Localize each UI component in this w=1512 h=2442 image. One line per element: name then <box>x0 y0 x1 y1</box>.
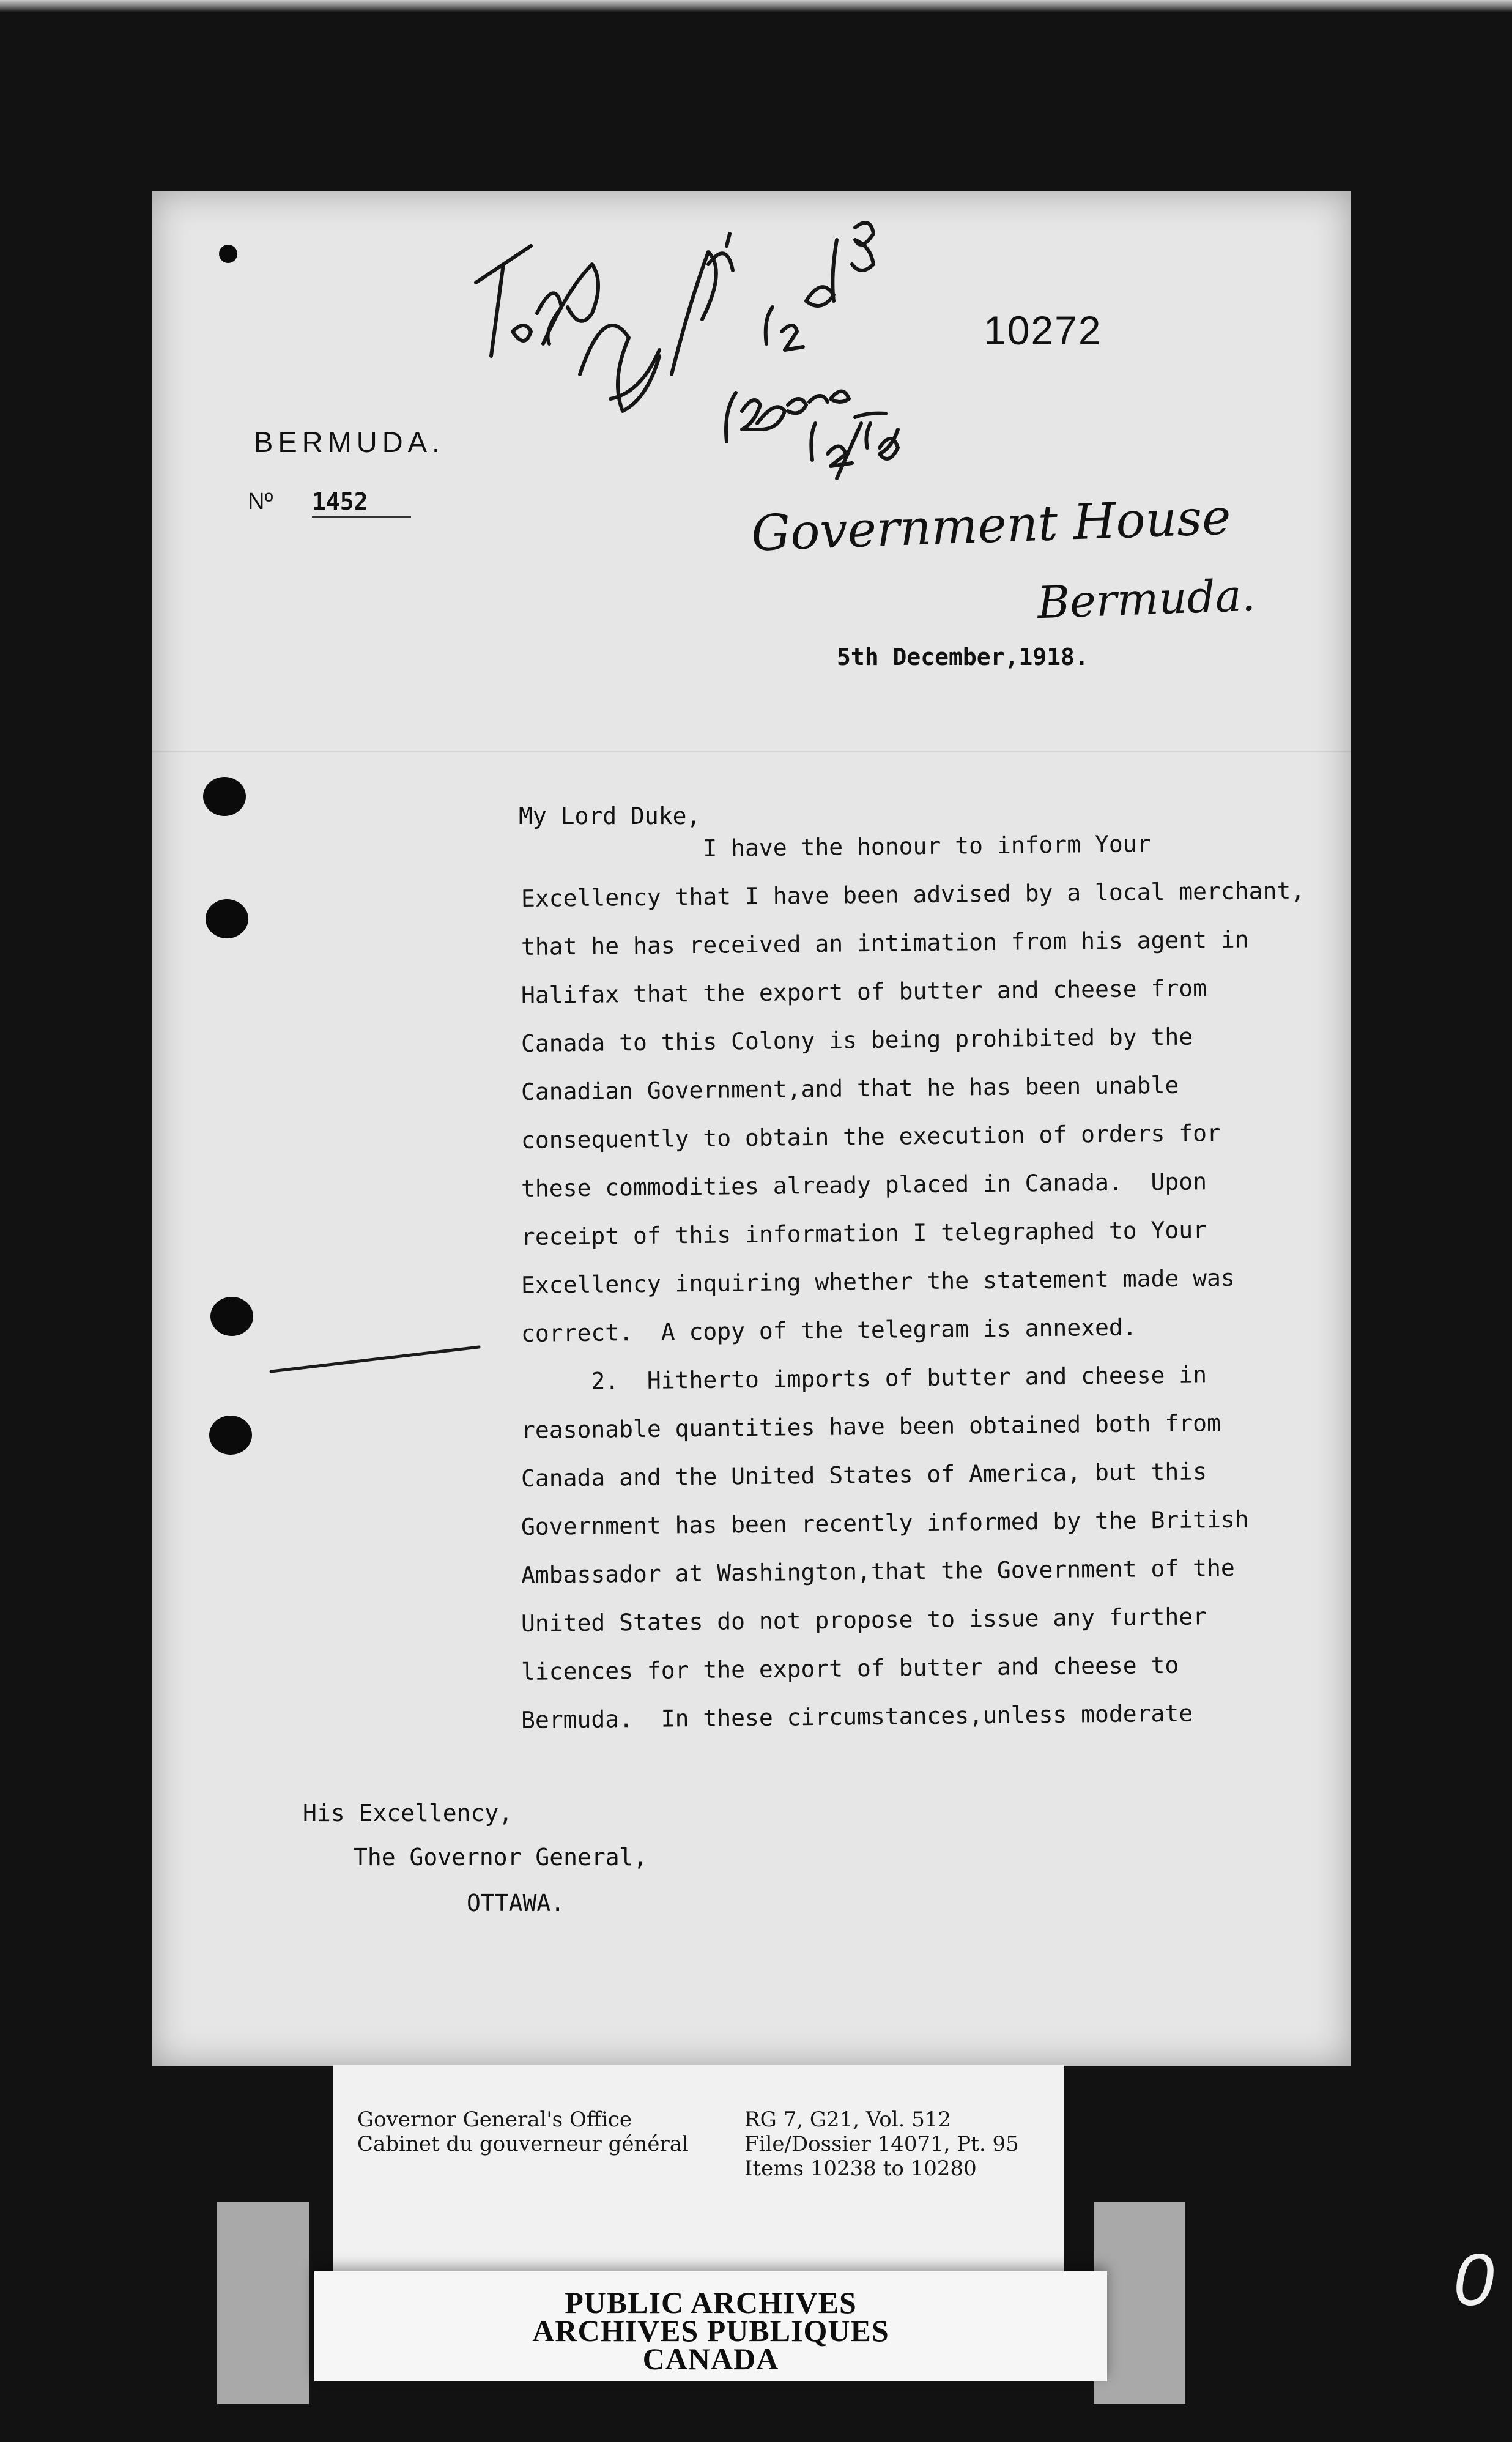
punch-hole-1 <box>203 777 246 816</box>
body-line: Halifax that the export of butter and cheese from <box>521 974 1207 1009</box>
archive-clip-left <box>217 2202 309 2404</box>
addressee-line-2: The Governor General, <box>354 1844 648 1871</box>
body-line: Canada to this Colony is being prohibited by the <box>521 1023 1193 1057</box>
letterhead-bermuda: Bermuda. <box>1036 569 1256 629</box>
body-line: licences for the export of butter and cheese to <box>521 1651 1179 1685</box>
colony-name: BERMUDA. <box>254 426 445 458</box>
body-line: Government has been recently informed by the British <box>521 1505 1249 1540</box>
dispatch-number: 1452 <box>312 487 411 518</box>
item-range: Items 10238 to 10280 <box>744 2156 977 2181</box>
fold-line <box>152 751 1351 752</box>
body-line: correct. A copy of the telegram is annexed. <box>521 1313 1137 1347</box>
scan-top-edge <box>0 0 1512 12</box>
body-line: 2. Hitherto imports of butter and cheese in <box>521 1361 1207 1395</box>
handwritten-annotations <box>439 191 928 484</box>
body-line: Excellency that I have been advised by a local merchant, <box>521 877 1305 912</box>
archive-stamp-line-1: PUBLIC ARCHIVES <box>565 2285 857 2320</box>
archive-reference-card <box>333 2065 1064 2297</box>
addressee-line-1: His Excellency, <box>303 1800 513 1827</box>
body-line: Canadian Government,and that he has been unable <box>521 1071 1179 1105</box>
letter-page <box>152 191 1351 2066</box>
record-reference <box>744 2107 1019 2181</box>
body-line: receipt of this information I telegraphed to Your <box>521 1216 1207 1250</box>
body-line: that he has received an intimation from his agent in <box>521 926 1249 960</box>
record-group: RG 7, G21, Vol. 512 <box>744 2107 952 2132</box>
salutation: My Lord Duke, <box>519 803 701 829</box>
pencil-margin-mark <box>268 1341 482 1378</box>
punch-hole-top <box>219 245 237 263</box>
body-line: Ambassador at Washington,that the Government of the <box>521 1554 1235 1589</box>
archive-stamp-line-2: ARCHIVES PUBLIQUES <box>532 2314 889 2348</box>
body-line: United States do not propose to issue any further <box>521 1603 1207 1637</box>
office-name-en: Governor General's Office <box>357 2107 632 2132</box>
office-name-fr: Cabinet du gouverneur général <box>357 2132 689 2156</box>
file-reference: File/Dossier 14071, Pt. 95 <box>744 2132 1019 2156</box>
punch-hole-4 <box>209 1416 252 1455</box>
registry-stamp-number: 10272 <box>984 308 1102 353</box>
punch-hole-2 <box>206 899 248 938</box>
archive-stamp-line-3: CANADA <box>642 2342 779 2376</box>
body-line: Canada and the United States of America, but this <box>521 1458 1207 1492</box>
body-line: these commodities already placed in Canada. Upon <box>521 1168 1207 1202</box>
punch-hole-3 <box>210 1297 253 1336</box>
frame-marker: 0 <box>1453 2239 1494 2321</box>
body-line: I have the honour to inform Your <box>521 830 1151 864</box>
public-archives-stamp <box>314 2271 1107 2381</box>
body-line: reasonable quantities have been obtained both from <box>521 1409 1221 1444</box>
dispatch-number-label: Nº <box>248 489 273 514</box>
letterhead-government-house: Government House <box>750 488 1232 562</box>
body-line: consequently to obtain the execution of orders for <box>521 1119 1221 1154</box>
addressee-line-3: OTTAWA. <box>467 1890 565 1917</box>
office-names <box>357 2107 689 2156</box>
body-line: Excellency inquiring whether the statement made was <box>521 1264 1235 1299</box>
body-line: Bermuda. In these circumstances,unless moderate <box>521 1699 1193 1734</box>
letter-date: 5th December,1918. <box>837 644 1089 670</box>
archive-clip-right <box>1094 2202 1185 2404</box>
